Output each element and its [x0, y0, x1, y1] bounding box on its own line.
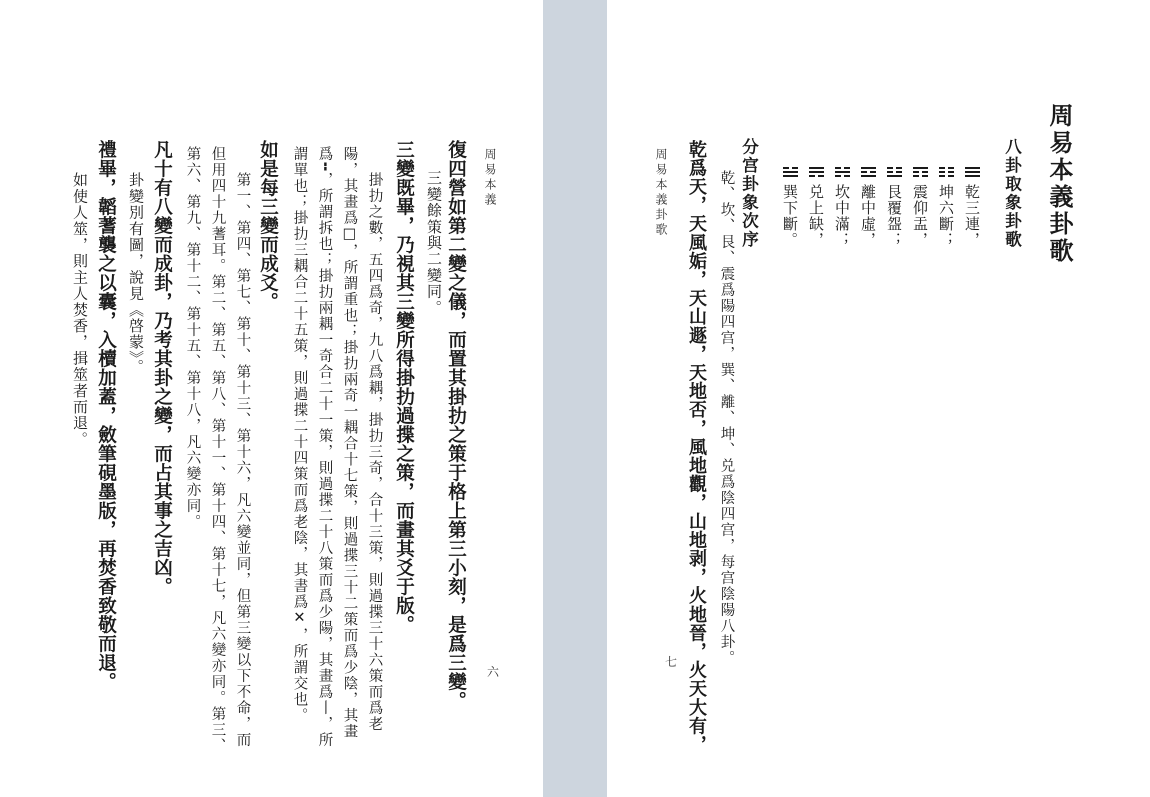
- right-page: [607, 0, 1150, 797]
- page-gutter: [543, 0, 607, 797]
- trigram-item: [964, 166, 980, 248]
- dui-trigram-icon: [809, 166, 824, 178]
- yin-line-segment: [939, 167, 945, 169]
- yin-line-segment: [913, 175, 919, 177]
- trigram-item: [808, 166, 824, 248]
- note-column: 三變餘策與二變同。: [425, 170, 443, 316]
- kan-trigram-icon: [835, 166, 850, 178]
- yin-line-segment: [896, 171, 902, 173]
- note-column: 陽，其畫爲□，所謂重也；掛扐兩奇一耦合十七策，則過揲三十二策而爲少陰，其畫: [341, 146, 358, 740]
- trigram-item: [912, 166, 928, 248]
- note-column: 乾、坎、艮、震爲陽四宫，巽、離、坤、兑爲陰四宫，每宫陰陽八卦。: [718, 170, 735, 666]
- text-column: 復四營如第二變之儀，而置其掛扐之策于格上第三小刻，是爲三變。: [445, 140, 467, 710]
- page-number: 六: [487, 665, 500, 679]
- trigram-label: 艮覆盌；: [885, 184, 903, 248]
- yin-line-segment: [948, 167, 954, 169]
- text-column: 三變既畢，乃視其三變所得掛扐過揲之策，而畫其爻于版。: [393, 140, 415, 634]
- trigram-item: [938, 166, 954, 248]
- text-column: 凡十有八變而成卦，乃考其卦之變，而占其事之吉凶。: [151, 140, 173, 596]
- yin-line-segment: [887, 171, 893, 173]
- yin-line-segment: [922, 175, 928, 177]
- yang-line: [887, 175, 902, 177]
- yang-line: [783, 171, 798, 173]
- yang-line: [965, 167, 980, 169]
- trigram-label: 兑上缺，: [807, 184, 825, 248]
- trigram-item: [860, 166, 876, 248]
- yin-line-segment: [939, 175, 945, 177]
- trigram-label: 震仰盂，: [911, 184, 929, 248]
- yin-line-segment: [809, 175, 815, 177]
- yin-line-segment: [844, 167, 850, 169]
- yin-line-segment: [913, 171, 919, 173]
- yang-line: [861, 167, 876, 169]
- yang-line: [783, 175, 798, 177]
- li-trigram-icon: [861, 166, 876, 178]
- yin-line-segment: [835, 167, 841, 169]
- note-column: 第六、第九、第十二、第十五、第十八，凡六變亦同。: [184, 146, 201, 530]
- yin-line-segment: [844, 175, 850, 177]
- section-heading: 分宫卦象次序: [739, 138, 759, 249]
- trigram-item: [886, 166, 902, 248]
- note-column: 但用四十九蓍耳。第二、第五、第八、第十一、第十四、第十七，凡六變亦同。第三、: [209, 146, 226, 754]
- text-column: 如是每三變而成爻。: [257, 140, 279, 311]
- text-column: 禮畢，韜蓍襲之以囊，入櫝加蓋，斂筆硯墨版，再焚香致敬而退。: [95, 140, 117, 691]
- left-page: [0, 0, 543, 797]
- trigram-label: 乾三連，: [963, 184, 981, 248]
- note-column: 爲╍，所謂拆也；掛扐兩耦一奇合二十一策，則過揲二十八策而爲少陽，其畫爲⼁，所: [316, 146, 333, 749]
- xun-trigram-icon: [783, 166, 798, 178]
- yin-line-segment: [792, 167, 798, 169]
- trigram-label: 離中虛，: [859, 184, 877, 248]
- yin-line-segment: [783, 167, 789, 169]
- page-number: 七: [665, 655, 678, 669]
- running-head: 周易本義: [483, 148, 497, 208]
- yin-line-segment: [861, 171, 867, 173]
- trigram-item: [834, 166, 850, 248]
- note-column: 如使人筮，則主人焚香，揖筮者而退。: [71, 172, 89, 448]
- yang-line: [861, 175, 876, 177]
- yin-line-segment: [887, 167, 893, 169]
- yin-line-segment: [939, 171, 945, 173]
- note-column: 掛扐之數，五四爲奇，九八爲耦，掛扐三奇，合十三策，則過揲三十六策而爲老: [366, 172, 383, 732]
- note-column: 卦變別有圖，說見《啓蒙》。: [127, 172, 145, 376]
- yang-line: [913, 167, 928, 169]
- yang-line: [809, 167, 824, 169]
- note-column: 謂單也；掛扐三耦合二十五策，則過揲二十四策而爲老陰，其書爲✕，所謂交也。: [291, 146, 308, 724]
- note-column: 第一、第四、第七、第十、第十三、第十六，凡六變並同，但第三變以下不命，而: [234, 172, 251, 748]
- page-title: 周易本義卦歌: [1045, 103, 1074, 265]
- qian-trigram-icon: [965, 166, 980, 178]
- gen-trigram-icon: [887, 166, 902, 178]
- yang-line: [809, 171, 824, 173]
- zhen-trigram-icon: [913, 166, 928, 178]
- yang-line: [965, 175, 980, 177]
- yin-line-segment: [818, 175, 824, 177]
- trigram-label: 巽下斷。: [781, 184, 799, 248]
- yin-line-segment: [835, 175, 841, 177]
- trigram-label: 坎中滿；: [833, 184, 851, 248]
- yang-line: [965, 171, 980, 173]
- trigram-label: 坤六斷；: [937, 184, 955, 248]
- yang-line: [835, 171, 850, 173]
- trigram-item: [782, 166, 798, 248]
- section-heading: 八卦取象卦歌: [1002, 138, 1022, 249]
- yin-line-segment: [870, 171, 876, 173]
- yin-line-segment: [948, 171, 954, 173]
- hexagram-sequence: 乾爲天，天風姤，天山遯，天地否，風地觀，山地剥，火地晉，火天大有，: [686, 140, 707, 754]
- kun-trigram-icon: [939, 166, 954, 178]
- yin-line-segment: [948, 175, 954, 177]
- yin-line-segment: [896, 167, 902, 169]
- yin-line-segment: [922, 171, 928, 173]
- running-head: 周易本義卦歌: [654, 148, 668, 238]
